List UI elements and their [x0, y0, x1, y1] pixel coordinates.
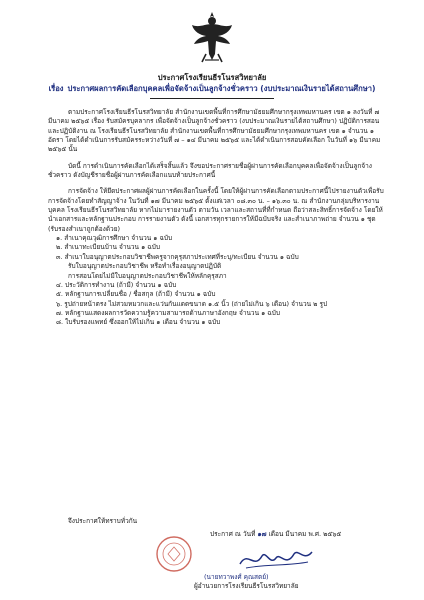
subject-label: เรื่อง [48, 84, 64, 93]
header-divider [150, 98, 274, 99]
signer-position: ผู้อำนวยการโรงเรียนธีรโนรสวิทยาลัย [194, 582, 299, 590]
signer-name: (นายทวาพงศ์ คุณสตย์) [204, 573, 269, 581]
school-stamp [154, 534, 194, 574]
paragraph-result: บัดนี้ การดำเนินการคัดเลือกได้เสร็จสิ้นแล้ว จึงขอประกาศรายชื่อผู้ผ่านการคัดเลือกบุคคลเพื่อจัดจ้างเป็นลูกจ้างชั่วคราว ดังบัญชีรายชื่อผู้ผ่านการคัดเลือกแนบท้ายประกาศนี้ [48, 161, 372, 180]
announcement-title: ประกาศโรงเรียนธีรโนรสวิทยาลัย [157, 73, 267, 82]
requirement-item: ๗. หลักฐานแสดงผลการวัดความรู้ความสามารถด้านภาษาอังกฤษ จำนวน ๑ ฉบับ [56, 308, 280, 317]
announcement-date [170, 530, 370, 540]
requirement-item: ๕. หลักฐานการเปลี่ยนชื่อ / ชื่อสกุล (ถ้ามี) จำนวน ๑ ฉบับ [56, 290, 216, 299]
date-prefix: ประกาศ ณ วันที่ [210, 530, 256, 538]
document-body [48, 108, 390, 328]
requirements-list [48, 234, 390, 327]
requirement-item: ๘. ใบรับรองแพทย์ ซึ่งออกให้ไม่เกิน ๑ เดือน จำนวน ๑ ฉบับ [56, 318, 221, 327]
garuda-emblem [190, 10, 234, 64]
closing-text: จึงประกาศให้ทราบทั่วกัน [68, 516, 138, 525]
requirement-item: ๔. ประวัติการทำงาน (ถ้ามี) จำนวน ๑ ฉบับ [56, 280, 177, 289]
requirement-note: รับใบอนุญาตประกอบวิชาชีพ หรือทำเรื่องอนุญาตปฏิบัติ [68, 262, 222, 271]
requirement-item: ๓. สำเนาใบอนุญาตประกอบวิชาชีพครูจากคุรุสภาประเทศที่ระบุ/ทะเบียน จำนวน ๑ ฉบับ [56, 252, 299, 261]
requirement-item: ๒. สำเนาทะเบียนบ้าน จำนวน ๑ ฉบับ [56, 243, 160, 252]
date-month-year: เดือน มีนาคม พ.ศ. ๒๕๖๕ [268, 530, 342, 538]
subject-text: ประกาศผลการคัดเลือกบุคคลเพื่อจัดจ้างเป็นลูกจ้างชั่วคราว (งบประมาณเงินรายได้สถานศึกษา) [67, 84, 376, 93]
document-header [30, 72, 394, 94]
paragraph-employment: การจัดจ้าง ให้ยึดประกาศผลผู้ผ่านการคัดเลือกในครั้งนี้ โดยให้ผู้ผ่านการคัดเลือกตามประกาศนี้ไปรายงานตัวเพื่อรับการจัดจ้างโดยทำสัญญาจ้าง ในวันที่ ๑๗ มีนาคม ๒๕๖๕ ตั้งแต่เวลา ๐๘.๓๐ น. – ๑๖.๓๐ น. ณ สำนักงานกลุ่มบริหารงานบุคคล โรงเรียนธีรโนรสวิทยาลัย หากไม่มารายงานตัว ตามวัน เวลาและสถานที่ที่กำหนด ถือว่าสละสิทธิ์การจัดจ้าง โดยให้นำเอกสารและหลักฐานประกอบ การรายงานตัว ดังนี้ เอกสารทุกรายการให้มีฉบับจริง และสำเนาภาพถ่าย จำนวน ๑ ชุด (รับรองสำเนาถูกต้องด้วย) [48, 187, 384, 233]
closing-line [48, 510, 390, 532]
requirement-item: ๖. รูปถ่ายหน้าตรง ไม่สวมหมวกและแว่นกันแดดขนาด ๑.๕ นิ้ว (ถ่ายไม่เกิน ๖ เดือน) จำนวน ๒ รูป [56, 299, 328, 308]
signature-block [170, 530, 370, 590]
handwritten-signature [236, 544, 316, 574]
requirement-item: ๑. สำเนาคุณวุฒิการศึกษา จำนวน ๑ ฉบับ [56, 234, 173, 243]
paragraph-reference: ตามประกาศโรงเรียนธีรโนรสวิทยาลัย สำนักงานเขตพื้นที่การศึกษามัธยมศึกษากรุงเทพมหานคร เขต ๑ ลงวันที่ ๗ มีนาคม ๒๕๖๕ เรื่อง รับสมัครบุคลากร เพื่อจัดจ้างเป็นลูกจ้างชั่วคราว (งบประมาณเงินรายได้สถานศึกษา) ปฏิบัติการสอนและปฏิบัติงาน ณ โรงเรียนธีรโนรสวิทยาลัย สำนักงานเขตพื้นที่การศึกษามัธยมศึกษากรุงเทพมหานคร เขต ๑ จำนวน ๑ อัตรา โดยได้ดำเนินการรับสมัครระหว่างวันที่ ๗ – ๑๔ มีนาคม ๒๕๖๕ และได้ดำเนินการสอบคัดเลือก ในวันที่ ๑๖ มีนาคม ๒๕๖๕ นั้น [48, 108, 381, 154]
date-day: ๑๗ [257, 530, 267, 538]
announcement-subject [30, 83, 394, 94]
requirement-note: การสอนโดยไม่มีใบอนุญาตประกอบวิชาชีพให้หลักคุรุสภา [68, 271, 227, 280]
